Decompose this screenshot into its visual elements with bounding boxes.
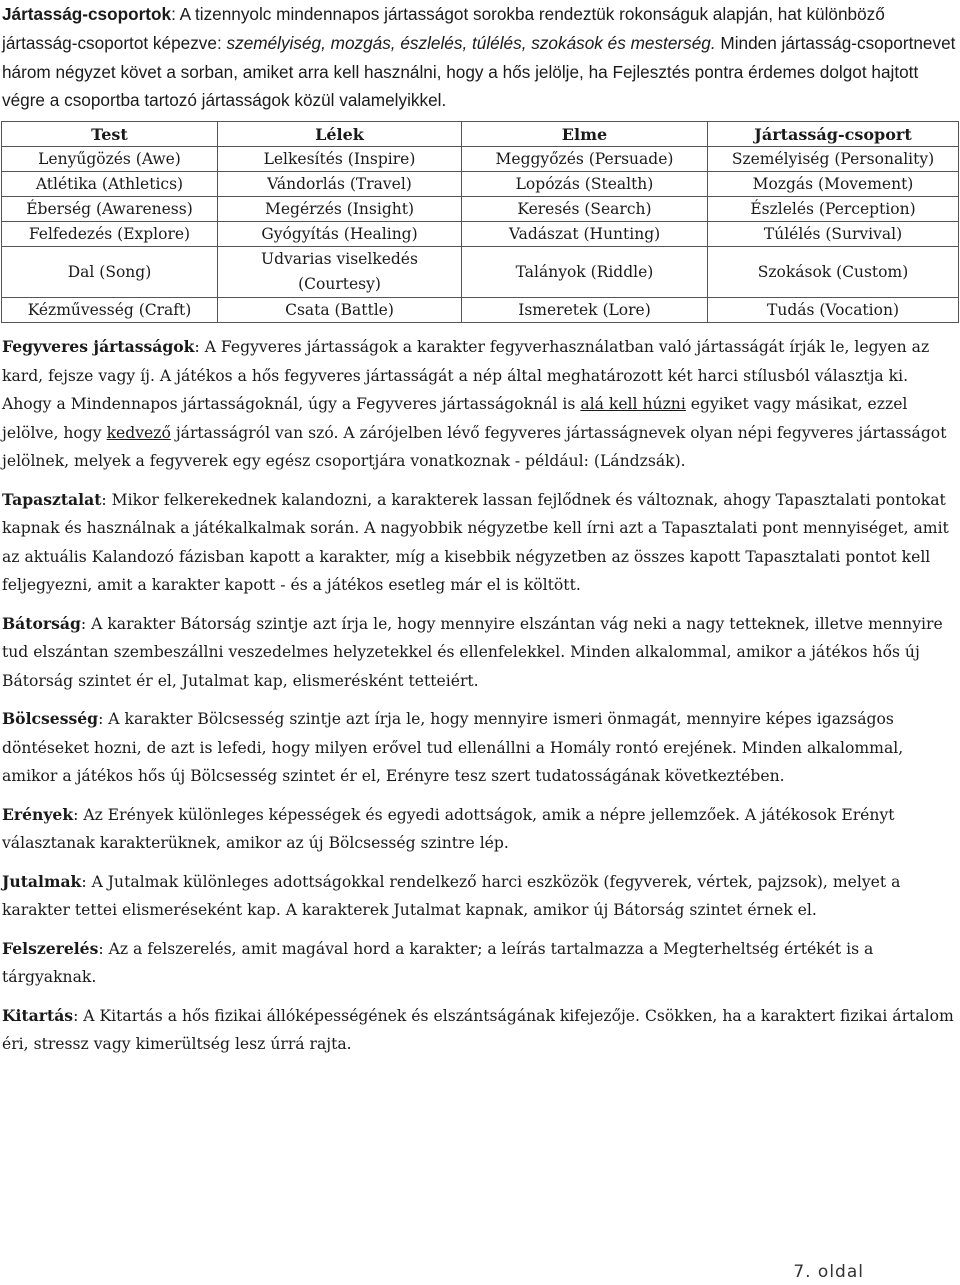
intro-text-a: : A tizennyolc mindennapos jártasságot sorokba rendeztük rokonságuk alapján, hat különböző jártasság-csoportot képezve:	[2, 4, 885, 53]
table-cell: Felfedezés (Explore)	[2, 222, 218, 247]
table-cell: Túlélés (Survival)	[708, 222, 959, 247]
text-fegyveres-c: jártasságról van szó. A zárójelben lévő fegyveres jártasságnevek olyan népi fegyveres jártasságot jelölnek, melyek a fegyverek egy egész csoportjára vonatkoznak - például: (Lándzsák).	[2, 423, 947, 470]
paragraph-fegyveres	[2, 333, 958, 476]
table-row	[2, 147, 959, 172]
text-fegyveres-a: : A Fegyveres jártasságok a karakter fegyverhasználatban való jártasságát írják le, legyen az kard, fejsze vagy íj. A játékos a hős fegyveres jártasságát a nép által meghatározott két harci stílusból választja ki. Ahogy a Mindennapos jártasságoknál, úgy a Fegyveres jártasságoknál is	[2, 338, 930, 413]
table-row	[2, 298, 959, 323]
table-cell: Meggyőzés (Persuade)	[462, 147, 708, 172]
table-header-cell: Elme	[462, 122, 708, 147]
table-header-row	[2, 122, 959, 147]
table-cell: Személyiség (Personality)	[708, 147, 959, 172]
page-number: 7. oldal	[793, 1262, 864, 1282]
table-cell: Mozgás (Movement)	[708, 172, 959, 197]
term-jutalmak: Jutalmak	[2, 871, 82, 891]
table-cell: Ismeretek (Lore)	[462, 298, 708, 323]
text-fegyveres-underline-1: alá kell húzni	[580, 395, 686, 413]
table-row	[2, 172, 959, 197]
term-batorsag: Bátorság	[2, 613, 81, 633]
term-tapasztalat: Tapasztalat	[2, 489, 102, 509]
table-cell: Talányok (Riddle)	[462, 247, 708, 298]
text-batorsag: : A karakter Bátorság szintje azt írja le, hogy mennyire elszántan vág neki a nagy tetteknek, illetve mennyire tud elszántan szembeszállni veszedelmes helyzetekkel és ellenfelekkel. Minden alkalommal, amikor a játékos hős új Bátorság szintet ér el, Jutalmat kap, elismerésként tetteiért.	[2, 614, 943, 690]
paragraph-tapasztalat	[2, 486, 958, 600]
text-fegyveres-underline-2: kedvező	[106, 423, 171, 442]
table-cell: Lopózás (Stealth)	[462, 172, 708, 197]
text-jutalmak: : A Jutalmak különleges adottságokkal rendelkező harci eszközök (fegyverek, vértek, pajzsok), melyet a karakter tettei elismeréseként kap. A karakterek Jutalmat kapnak, amikor új Bátorság szintet érnek el.	[2, 872, 901, 919]
table-row	[2, 222, 959, 247]
intro-text-italic: személyiség, mozgás, észlelés, túlélés, szokások és mesterség.	[226, 32, 716, 53]
term-bolcsesseg: Bölcsesség	[2, 709, 99, 728]
paragraph-erenyek	[2, 801, 958, 858]
text-erenyek: : Az Erények különleges képességek és egyedi adottságok, amik a népre jellemzőek. A játékosok Erényt választanak karakterüknek, amikor az új Bölcsesség szintre lép.	[2, 805, 895, 852]
table-cell: Kézművesség (Craft)	[2, 298, 218, 323]
table-row	[2, 197, 959, 222]
table-cell: Atlétika (Athletics)	[2, 172, 218, 197]
intro-text-b: Minden jártasság-csoportnevet három négyzet követ a sorban, amiket arra kell használni, hogy a hős jelölje, ha Fejlesztés pontra érdemes dolgot hajtott végre a csoportba tartozó jártasságok közül valamelyikkel.	[2, 32, 956, 111]
table-cell: Gyógyítás (Healing)	[218, 222, 462, 247]
definitions-body	[2, 333, 958, 1069]
table-cell: Csata (Battle)	[218, 298, 462, 323]
paragraph-kitartas	[2, 1002, 958, 1059]
table-row	[2, 247, 959, 298]
text-tapasztalat: : Mikor felkerekednek kalandozni, a karakterek lassan fejlődnek és változnak, ahogy Tapasztalati pontokat kapnak és használnak a játékalkalmak során. A nagyobbik négyzetbe kell írni azt a Tapasztalati pont mennyiséget, amit az aktuális Kalandozó fázisban kapott a karakter, míg a kisebbik négyzetben az összes kapott Tapasztalati pontot kell feljegyezni, amit a karakter kapott - és a játékos esetleg már el is költött.	[2, 490, 949, 594]
text-bolcsesseg: : A karakter Bölcsesség szintje azt írja le, hogy mennyire ismeri önmagát, mennyire képes igazságos döntéseket hozni, de azt is lefedi, hogy milyen erővel tud ellenállni a Homály rontó erejének. Minden alkalommal, amikor a játékos hős új Bölcsesség szintet ér el, Erényre tesz szert tudatosságának következtében.	[2, 710, 904, 785]
table-cell: Keresés (Search)	[462, 197, 708, 222]
table-header-cell: Jártasság-csoport	[708, 122, 959, 147]
table-cell: Tudás (Vocation)	[708, 298, 959, 323]
table-cell: Dal (Song)	[2, 247, 218, 298]
term-erenyek: Erények	[2, 804, 74, 824]
table-header-cell: Test	[2, 122, 218, 147]
term-felszereles: Felszerelés	[2, 938, 99, 958]
table-cell: Éberség (Awareness)	[2, 197, 218, 222]
table-cell: Lelkesítés (Inspire)	[218, 147, 462, 172]
table-cell: Szokások (Custom)	[708, 247, 959, 298]
paragraph-felszereles	[2, 935, 958, 992]
term-fegyveres: Fegyveres jártasságok	[2, 337, 195, 356]
table-cell: Megérzés (Insight)	[218, 197, 462, 222]
table-cell: Észlelés (Perception)	[708, 197, 959, 222]
text-fegyveres-b: egyiket vagy másikat, ezzel jelölve, hogy	[2, 395, 908, 442]
paragraph-bolcsesseg	[2, 705, 958, 791]
intro-paragraph	[2, 0, 957, 115]
table-cell: Vadászat (Hunting)	[462, 222, 708, 247]
term-kitartas: Kitartás	[2, 1005, 74, 1025]
table-cell: Lenyűgözés (Awe)	[2, 147, 218, 172]
text-kitartas: : A Kitartás a hős fizikai állóképességének és elszántságának kifejezője. Csökken, ha a karaktert fizikai ártalom éri, stressz vagy kimerültség lesz úrrá rajta.	[2, 1006, 954, 1053]
table-cell: Vándorlás (Travel)	[218, 172, 462, 197]
paragraph-batorsag	[2, 610, 958, 696]
paragraph-jutalmak	[2, 868, 958, 925]
table-cell: Udvarias viselkedés (Courtesy)	[218, 247, 462, 298]
text-felszereles: : Az a felszerelés, amit magával hord a karakter; a leírás tartalmazza a Megterheltség értékét is a tárgyaknak.	[2, 939, 874, 986]
skill-groups-table	[1, 121, 959, 323]
table-header-cell: Lélek	[218, 122, 462, 147]
intro-term: Jártasság-csoportok	[2, 4, 172, 24]
